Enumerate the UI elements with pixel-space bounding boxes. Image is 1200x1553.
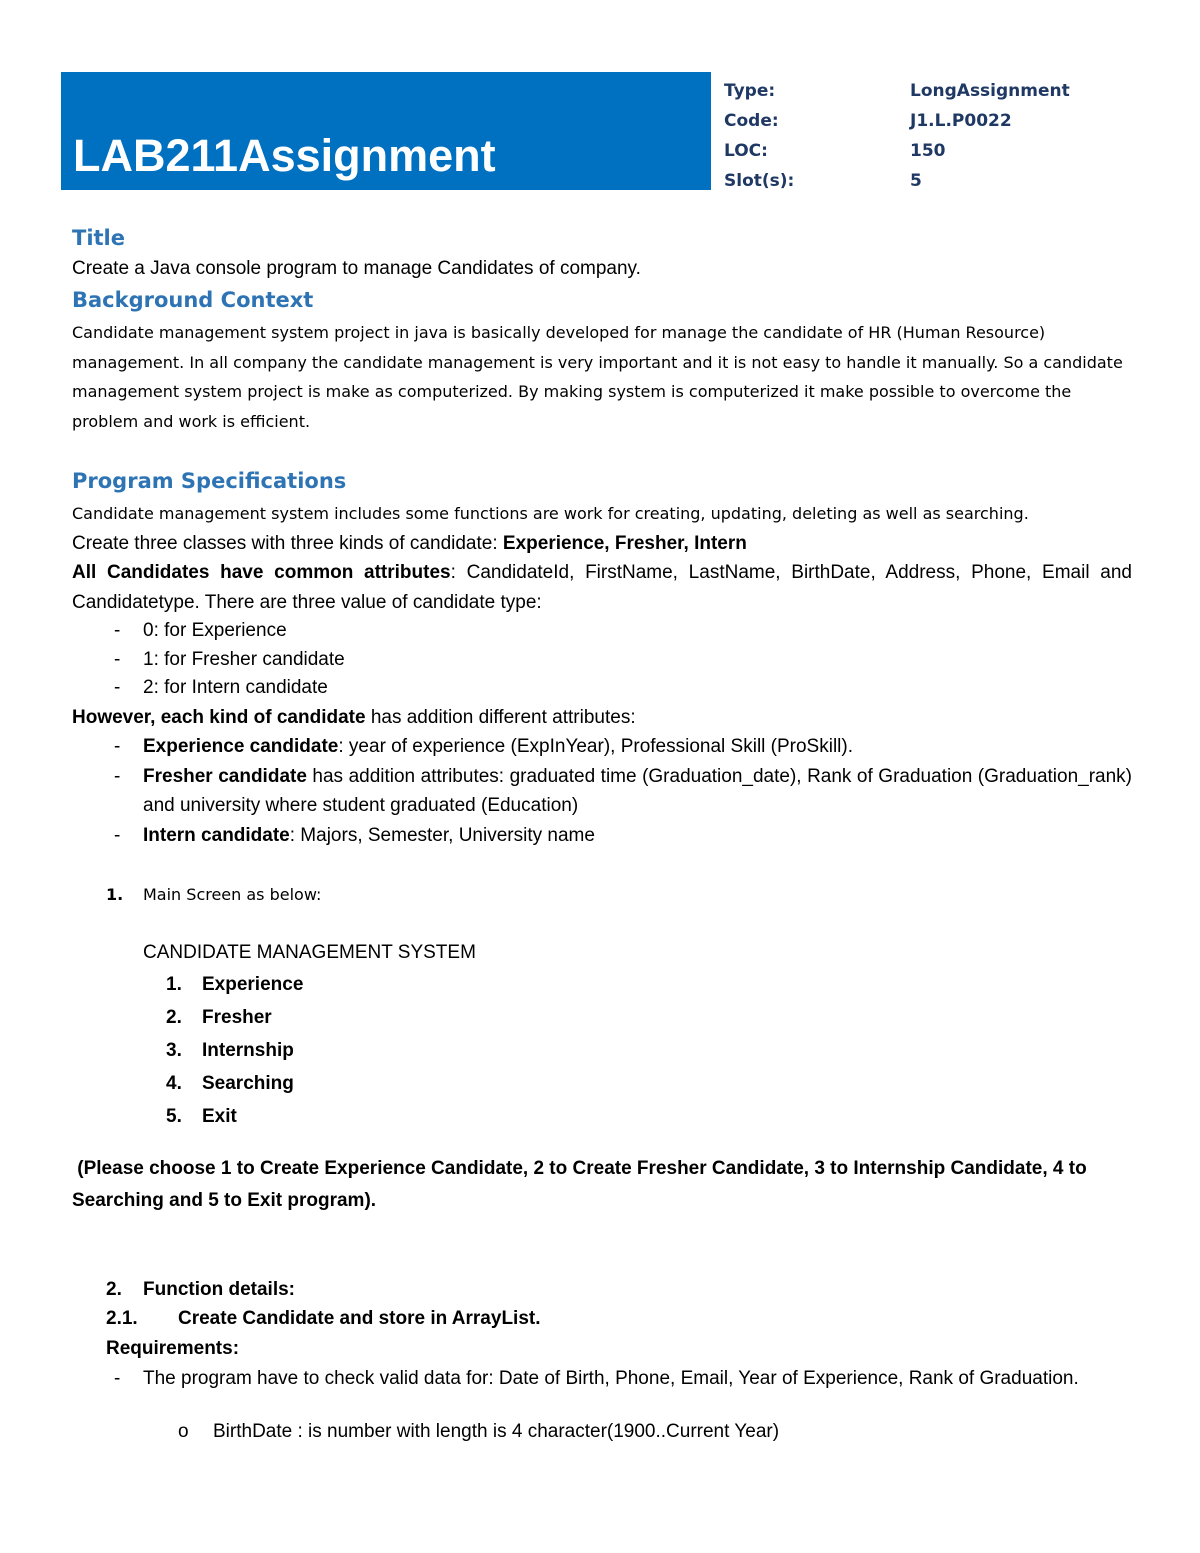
- list-item: - 2: for Intern candidate: [72, 674, 1132, 703]
- menu-number: 3.: [166, 1039, 182, 1061]
- meta-row-loc: [724, 136, 1070, 166]
- background-heading: Background Context: [72, 288, 314, 312]
- menu-item: [72, 1067, 1132, 1100]
- spec-common-attributes: [72, 558, 1132, 617]
- menu-number: 4.: [166, 1072, 182, 1094]
- kind-attributes: : Majors, Semester, University name: [289, 824, 595, 846]
- rule-text: BirthDate : is number with length is 4 character(1900..Current Year): [213, 1421, 780, 1442]
- meta-row-type: [724, 76, 1070, 106]
- meta-value: 150: [910, 141, 946, 161]
- background-text: Candidate management system project in java is basically developed for manage the candidate of HR (Human Resource) management. In all company the candidate management is very important and it is not easy to handle it manually. So a candidate management system project is make as computerized. By making system is computerized it make possible to overcome the problem and work is efficient.: [72, 323, 1123, 431]
- document-title: LAB211Assignment: [73, 130, 496, 181]
- menu-instructions: (Please choose 1 to Create Experience Candidate, 2 to Create Fresher Candidate, 3 to Internship Candidate, 4 to Searching and 5 to Exit program).: [72, 1157, 1092, 1211]
- subsection-label: Create Candidate and store in ArrayList.: [178, 1308, 541, 1329]
- menu-item: [72, 1034, 1132, 1067]
- section-label: Main Screen as below:: [143, 885, 322, 904]
- meta-value: J1.L.P0022: [910, 111, 1012, 131]
- kind-name: Intern candidate: [143, 824, 290, 846]
- meta-label: Type:: [724, 81, 776, 101]
- kind-name: Fresher candidate: [143, 765, 307, 787]
- requirements-label: Requirements:: [106, 1337, 240, 1359]
- spec-classes-prefix: Create three classes with three kinds of candidate:: [72, 532, 503, 554]
- section-number: 2.: [106, 1278, 122, 1300]
- meta-row-code: [724, 106, 1070, 136]
- menu-title: CANDIDATE MANAGEMENT SYSTEM: [143, 941, 476, 963]
- menu-item: [72, 968, 1132, 1001]
- meta-label: Code:: [724, 111, 779, 131]
- spec-common-list: : CandidateId, FirstName, LastName, BirthDate, Address, Phone, Email and Candidatetype. There are three value of candidate type:: [72, 562, 1132, 613]
- title-banner: [61, 72, 711, 190]
- kind-name: Experience candidate: [143, 736, 339, 757]
- menu-label: Exit: [202, 1105, 237, 1127]
- title-heading: Title: [72, 226, 126, 250]
- menu-label: Internship: [202, 1039, 294, 1061]
- meta-label: Slot(s):: [724, 171, 795, 191]
- spec-heading: Program Specifications: [72, 469, 347, 493]
- subsection-number: 2.1.: [106, 1308, 138, 1329]
- list-item: [72, 821, 1132, 851]
- circle-bullet: o: [178, 1421, 189, 1442]
- main-screen-heading: [72, 880, 1132, 910]
- meta-value: 5: [910, 171, 922, 191]
- menu-label: Experience: [202, 973, 304, 995]
- menu-number: 2.: [166, 1006, 182, 1028]
- list-item: - 0: for Experience: [72, 617, 1132, 646]
- list-item: [72, 762, 1132, 821]
- kind-attributes: : year of experience (ExpInYear), Professional Skill (ProSkill).: [338, 736, 853, 757]
- spec-common-label: All Candidates have common attributes: [72, 562, 451, 583]
- meta-row-slots: [724, 166, 1070, 196]
- menu-label: Fresher: [202, 1006, 272, 1028]
- meta-value: LongAssignment: [910, 81, 1070, 101]
- spec-however: [72, 703, 1132, 733]
- document-body: [72, 222, 1132, 1447]
- section-number: 1.: [106, 885, 124, 904]
- birthdate-rule: [72, 1417, 1132, 1447]
- menu-number: 5.: [166, 1105, 182, 1127]
- candidate-kind-list: [72, 732, 1132, 850]
- title-text: Create a Java console program to manage Candidates of company.: [72, 258, 641, 279]
- list-item: - The program have to check valid data for: Date of Birth, Phone, Email, Year of Experience, Rank of Graduation.: [72, 1363, 1132, 1395]
- meta-label: LOC:: [724, 141, 768, 161]
- kind-attributes: has addition attributes: graduated time (Graduation_date), Rank of Graduation (Graduation_rank) and university where student graduated (Education): [143, 765, 1132, 816]
- spec-classes: [72, 529, 1132, 559]
- section-label: Function details:: [143, 1278, 295, 1300]
- candidate-type-list: [72, 617, 1132, 703]
- list-item: [72, 732, 1132, 762]
- assignment-meta: [724, 76, 1070, 196]
- menu-item: [72, 1100, 1132, 1133]
- menu-number: 1.: [166, 973, 182, 995]
- spec-however-bold: However, each kind of candidate: [72, 706, 366, 728]
- spec-classes-names: Experience, Fresher, Intern: [502, 532, 747, 554]
- main-menu-list: [72, 968, 1132, 1133]
- list-item: - 1: for Fresher candidate: [72, 646, 1132, 675]
- function-details-heading: [72, 1275, 1132, 1305]
- requirements-list: [72, 1363, 1132, 1395]
- spec-however-rest: has addition different attributes:: [365, 706, 636, 728]
- create-candidate-heading: [72, 1304, 1132, 1334]
- spec-intro: Candidate management system includes some functions are work for creating, updating, deleting as well as searching.: [72, 504, 1029, 523]
- menu-label: Searching: [202, 1072, 294, 1094]
- menu-item: [72, 1001, 1132, 1034]
